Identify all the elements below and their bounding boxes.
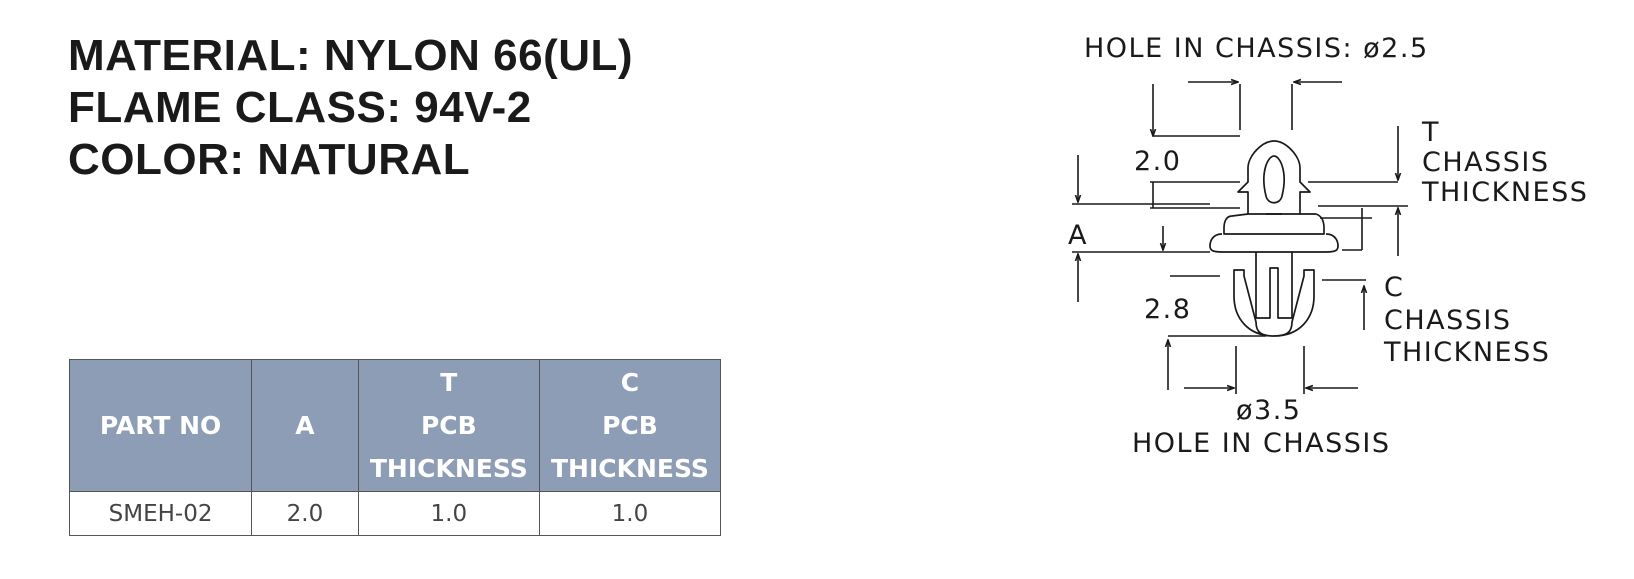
- dimension-a-label: A: [1068, 220, 1088, 251]
- dimension-2-8: 2.8: [1144, 294, 1192, 325]
- t-thickness-label: THICKNESS: [1422, 177, 1589, 208]
- header-a: A: [252, 360, 359, 492]
- header-t-pcb-thickness: T PCB THICKNESS: [358, 360, 539, 492]
- top-hole-label: HOLE IN CHASSIS: ø2.5: [1084, 33, 1429, 64]
- dimension-2-0: 2.0: [1134, 146, 1182, 177]
- header-c-pcb-thickness: C PCB THICKNESS: [539, 360, 720, 492]
- t-chassis-label: CHASSIS: [1422, 147, 1550, 178]
- c-thickness-label: THICKNESS: [1384, 337, 1551, 368]
- c-chassis-label: CHASSIS: [1384, 305, 1512, 336]
- spacer-part-outline: [1210, 141, 1338, 336]
- cell-a: 2.0: [252, 492, 359, 536]
- material-spec: MATERIAL: NYLON 66(UL): [68, 31, 634, 80]
- dimension-lines: [1072, 82, 1408, 394]
- bottom-diameter-label: ø3.5: [1236, 395, 1302, 426]
- c-label: C: [1384, 272, 1405, 303]
- color-spec: COLOR: NATURAL: [68, 135, 471, 184]
- flame-class-spec: FLAME CLASS: 94V-2: [68, 83, 532, 132]
- cell-t: 1.0: [358, 492, 539, 536]
- bottom-hole-label: HOLE IN CHASSIS: [1132, 428, 1391, 459]
- cell-part-no: SMEH-02: [70, 492, 252, 536]
- header-part-no: PART NO: [70, 360, 252, 492]
- t-label: T: [1422, 117, 1440, 148]
- cell-c: 1.0: [539, 492, 720, 536]
